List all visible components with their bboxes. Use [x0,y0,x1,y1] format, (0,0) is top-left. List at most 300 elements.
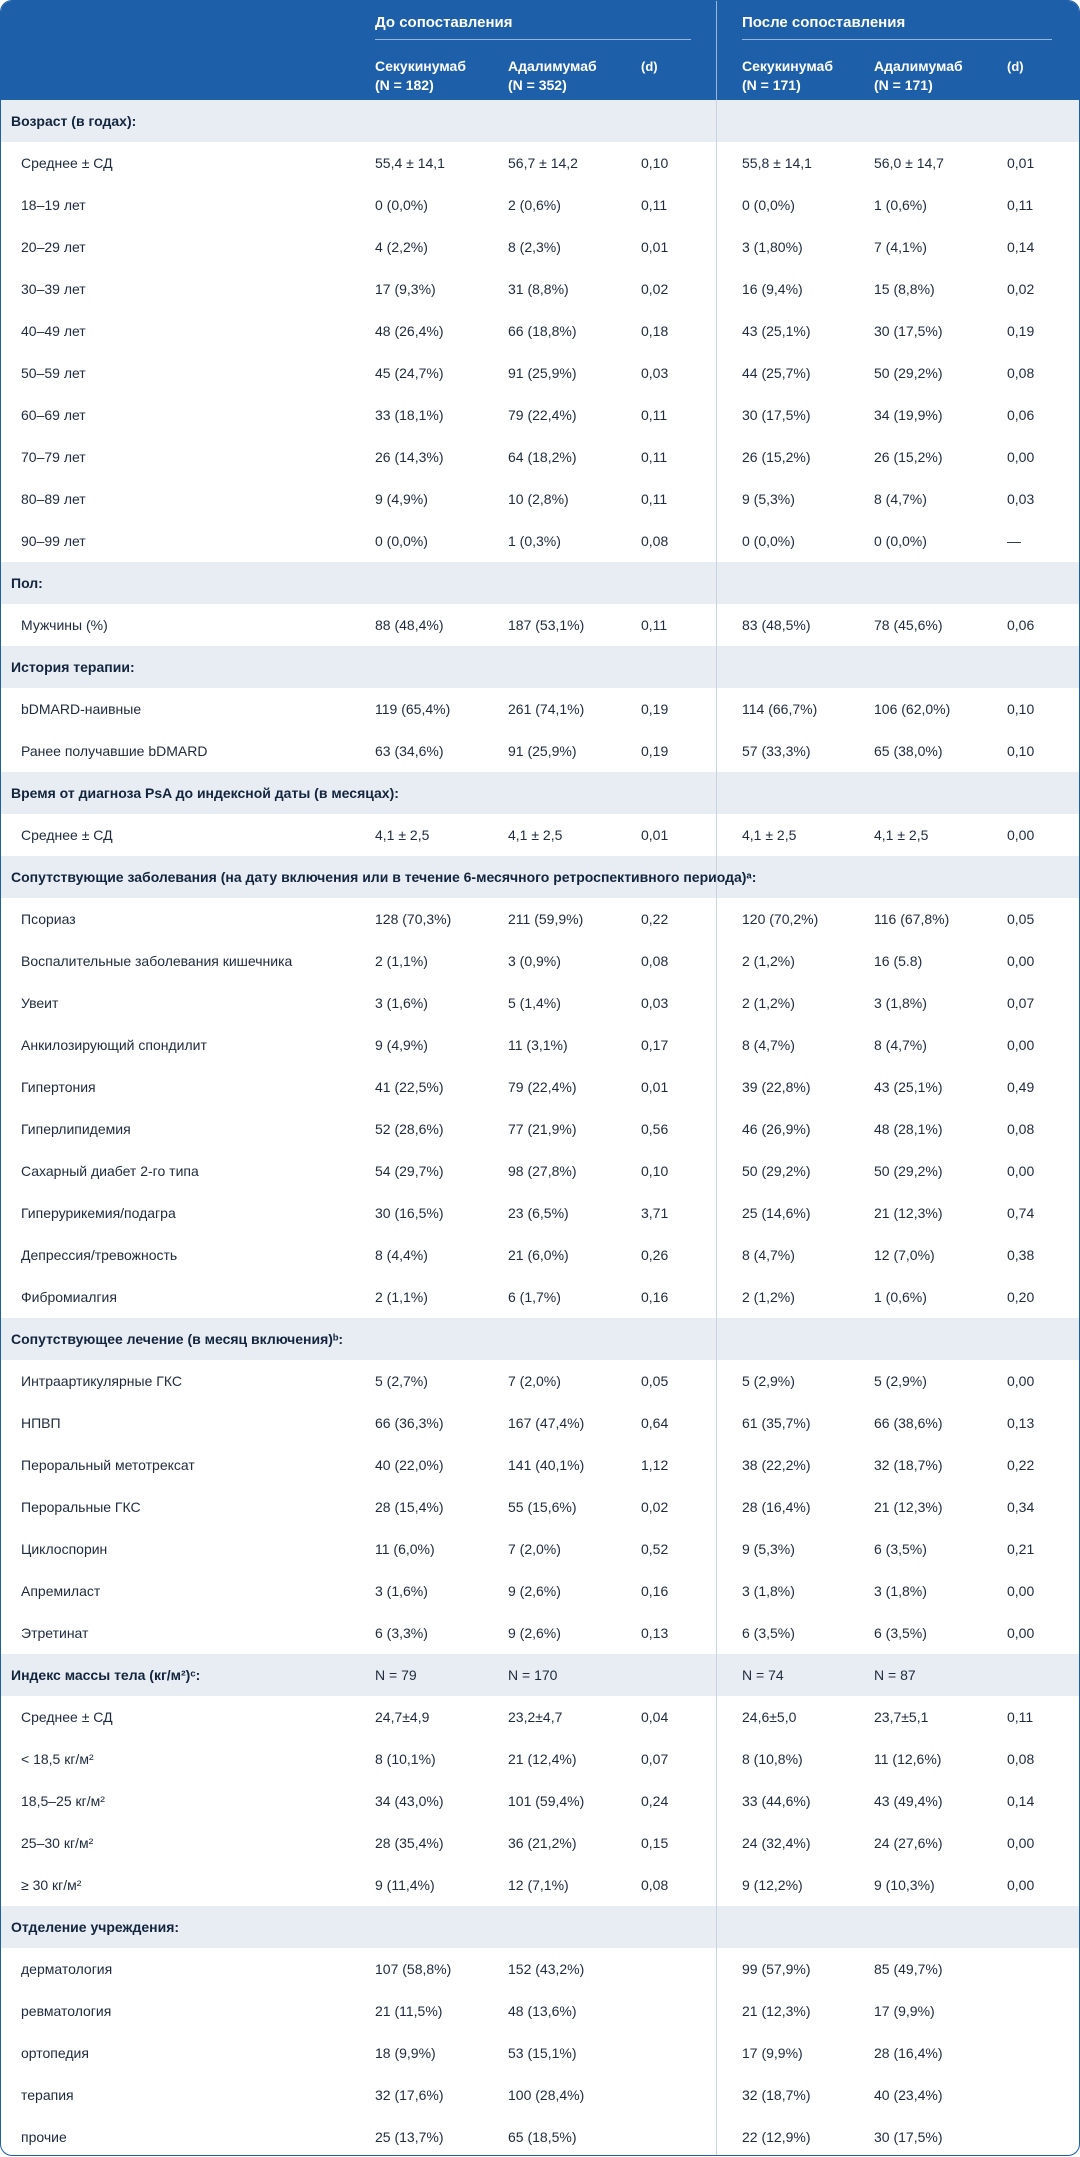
table-cell: 7 (2,0%) [508,1373,561,1389]
section-label: Пол: [11,575,43,591]
table-cell: 66 (36,3%) [375,1415,444,1431]
table-cell: 24,7±4,9 [375,1709,430,1725]
table-row [1,604,1079,646]
table-cell: 0,22 [641,911,669,927]
table-cell: 23,2±4,7 [508,1709,563,1725]
table-cell: 0 (0,0%) [874,533,927,549]
table-cell: 211 (59,9%) [508,911,584,927]
table-cell: 0,18 [641,323,669,339]
table-row [1,478,1079,520]
table-cell: 6 (3,5%) [874,1541,927,1557]
table-cell: 0 (0,0%) [375,533,428,549]
row-label: 90–99 лет [21,533,86,549]
table-cell: 0,19 [641,743,669,759]
table-cell: 61 (35,7%) [742,1415,811,1431]
table-cell: 30 (17,5%) [874,2129,943,2145]
table-cell: 2 (1,2%) [742,953,795,969]
table-cell: 50 (29,2%) [874,1163,943,1179]
column-separator [716,310,717,352]
table-cell: 5 (2,9%) [742,1373,795,1389]
table-cell: 0,02 [1007,281,1035,297]
table-cell: 0,24 [641,1793,669,1809]
table-cell: N = 170 [508,1667,558,1683]
column-separator [716,1234,717,1276]
table-cell: 78 (45,6%) [874,617,943,633]
table-cell: 6 (3,5%) [874,1625,927,1641]
column-header: Адалимумаб (N = 352) [508,58,597,93]
table-cell: 0,07 [1007,995,1035,1011]
table-cell: 0,03 [641,365,669,381]
table-cell: 0,04 [641,1709,669,1725]
table-cell: 88 (48,4%) [375,617,444,633]
table-row [1,2116,1079,2156]
table-cell: 44 (25,7%) [742,365,811,381]
table-cell: — [1007,533,1021,549]
table-cell: 116 (67,8%) [874,911,950,927]
table-cell: 11 (3,1%) [508,1037,568,1053]
table-row [1,898,1079,940]
table-cell: 43 (49,4%) [874,1793,943,1809]
table-cell: 0,10 [1007,701,1035,717]
table-header [1,1,1079,100]
table-row [1,1276,1079,1318]
table-cell: 141 (40,1%) [508,1457,585,1473]
table-cell: 0,49 [1007,1079,1035,1095]
table-cell: 0,02 [641,1499,669,1515]
table-cell: 0,74 [1007,1205,1035,1221]
table-cell: 1 (0,3%) [508,533,561,549]
table-cell: 0,08 [641,953,669,969]
row-label: прочие [21,2129,67,2145]
table-cell: 3,71 [641,1205,669,1221]
table-row [1,1402,1079,1444]
column-separator [716,100,717,142]
table-cell: 54 (29,7%) [375,1163,444,1179]
table-cell: 261 (74,1%) [508,701,585,717]
column-separator [716,1528,717,1570]
table-cell: 167 (47,4%) [508,1415,585,1431]
table-cell: 83 (48,5%) [742,617,811,633]
table-cell: 0,08 [1007,1121,1035,1137]
table-cell: 0,06 [1007,617,1035,633]
column-separator [716,1360,717,1402]
column-header: Адалимумаб (N = 171) [874,58,963,93]
table-cell: 9 (4,9%) [375,491,428,507]
column-separator [716,1276,717,1318]
table-cell: 0,05 [1007,911,1035,927]
table-cell: 65 (38,0%) [874,743,943,759]
table-row [1,1612,1079,1654]
row-label: Этретинат [21,1625,89,1641]
column-separator [716,184,717,226]
table-cell: 12 (7,0%) [874,1247,935,1263]
row-label: Циклоспорин [21,1541,108,1557]
table-row [1,688,1079,730]
table-cell: 66 (18,8%) [508,323,577,339]
table-cell: 0,07 [641,1751,669,1767]
table-cell: 0,13 [1007,1415,1035,1431]
table-cell: 1,12 [641,1457,669,1473]
column-separator [716,1696,717,1738]
row-label: ≥ 30 кг/м² [21,1877,82,1893]
table-cell: 8 (10,1%) [375,1751,436,1767]
table-cell: 32 (18,7%) [874,1457,943,1473]
column-separator [716,1780,717,1822]
column-separator [716,730,717,772]
section-header-row [1,772,1079,814]
column-separator [716,478,717,520]
table-cell: 48 (28,1%) [874,1121,943,1137]
table-cell: 0,05 [641,1373,669,1389]
column-separator [716,1570,717,1612]
row-label: 40–49 лет [21,323,86,339]
table-cell: 0,08 [641,1877,669,1893]
table-cell: 2 (1,2%) [742,995,795,1011]
table-cell: 6 (1,7%) [508,1289,561,1305]
table-row [1,1948,1079,1990]
table-cell: 21 (6,0%) [508,1247,569,1263]
table-cell: 2 (1,1%) [375,953,428,969]
table-cell: 6 (3,5%) [742,1625,795,1641]
table-cell: 57 (33,3%) [742,743,811,759]
column-separator [716,982,717,1024]
table-cell: 0,08 [1007,365,1035,381]
table-cell: 23,7±5,1 [874,1709,929,1725]
table-cell: 33 (18,1%) [375,407,444,423]
table-cell: 17 (9,9%) [874,2003,935,2019]
table-cell: 9 (10,3%) [874,1877,935,1893]
row-label: 20–29 лет [21,239,86,255]
table-cell: 21 (12,3%) [742,2003,811,2019]
table-cell: 16 (5.8) [874,953,923,969]
table-cell: 41 (22,5%) [375,1079,444,1095]
row-label: Среднее ± СД [21,155,113,171]
table-cell: 9 (11,4%) [375,1877,435,1893]
table-cell: 3 (1,8%) [874,995,927,1011]
table-cell: 32 (17,6%) [375,2087,444,2103]
row-label: Среднее ± СД [21,827,113,843]
column-separator [716,814,717,856]
table-cell: 85 (49,7%) [874,1961,943,1977]
table-row [1,310,1079,352]
column-separator [716,268,717,310]
column-separator [716,1990,717,2032]
header-separator [716,1,717,100]
table-cell: 0,52 [641,1541,669,1557]
row-label: Депрессия/тревожность [21,1247,178,1263]
table-cell: 40 (23,4%) [874,2087,943,2103]
table-cell: 101 (59,4%) [508,1793,585,1809]
table-cell: 0 (0,0%) [742,533,795,549]
table-cell: 38 (22,2%) [742,1457,811,1473]
section-header-row [1,562,1079,604]
table-cell: 45 (24,7%) [375,365,444,381]
table-cell: 26 (15,2%) [874,449,943,465]
table-cell: 0,17 [641,1037,669,1053]
table-cell: 21 (11,5%) [375,2003,443,2019]
table-cell: 43 (25,1%) [742,323,811,339]
table-cell: 120 (70,2%) [742,911,819,927]
table-cell: 106 (62,0%) [874,701,951,717]
column-separator [716,2074,717,2116]
table-cell: 63 (34,6%) [375,743,444,759]
table-row [1,1780,1079,1822]
table-cell: 0,14 [1007,1793,1035,1809]
table-cell: 22 (12,9%) [742,2129,811,2145]
table-row [1,1570,1079,1612]
table-cell: 40 (22,0%) [375,1457,444,1473]
table-cell: 187 (53,1%) [508,617,585,633]
table-cell: 1 (0,6%) [874,197,927,213]
table-cell: 46 (26,9%) [742,1121,811,1137]
table-cell: 10 (2,8%) [508,491,569,507]
table-cell: 2 (1,1%) [375,1289,428,1305]
table-row [1,436,1079,478]
table-cell: 65 (18,5%) [508,2129,577,2145]
table-row [1,352,1079,394]
table-cell: 0,08 [1007,1751,1035,1767]
column-separator [716,604,717,646]
table-cell: 0,03 [641,995,669,1011]
column-separator [716,1192,717,1234]
table-cell: 21 (12,3%) [874,1499,943,1515]
table-row [1,1696,1079,1738]
section-label: Сопутствующие заболевания (на дату включения или в течение 6-месячного ретроспективного периода)ᵃ: [11,869,757,885]
table-cell: 17 (9,3%) [375,281,436,297]
column-separator [716,436,717,478]
table-cell: 0,16 [641,1583,669,1599]
table-cell: 0,10 [641,1163,669,1179]
table-row [1,184,1079,226]
table-cell: 100 (28,4%) [508,2087,585,2103]
section-label: Сопутствующее лечение (в месяц включения)ᵇ: [11,1331,344,1347]
table-row [1,1822,1079,1864]
table-cell: 8 (4,7%) [742,1037,795,1053]
section-header-row [1,1318,1079,1360]
row-label: Пероральные ГКС [21,1499,141,1515]
column-header: (d) [1007,59,1024,74]
row-label: дерматология [21,1961,113,1977]
table-cell: 0,21 [1007,1541,1035,1557]
table-cell: 17 (9,9%) [742,2045,803,2061]
table-cell: 39 (22,8%) [742,1079,811,1095]
column-separator [716,1822,717,1864]
column-separator [716,772,717,814]
table-cell: 7 (2,0%) [508,1541,561,1557]
table-row [1,1486,1079,1528]
section-label: Возраст (в годах): [11,113,137,129]
table-cell: 43 (25,1%) [874,1079,943,1095]
table-cell: 0,02 [641,281,669,297]
table-cell: 9 (2,6%) [508,1625,561,1641]
table-cell: 28 (35,4%) [375,1835,444,1851]
table-row [1,1528,1079,1570]
table-cell: 3 (1,8%) [874,1583,927,1599]
table-cell: 21 (12,3%) [874,1205,943,1221]
table-cell: 91 (25,9%) [508,743,577,759]
column-header: Секукинумаб (N = 182) [375,58,466,93]
column-separator [716,1738,717,1780]
table-cell: 0 (0,0%) [375,197,428,213]
table-row [1,142,1079,184]
table-cell: 0 (0,0%) [742,197,795,213]
table-cell: 11 (6,0%) [375,1541,435,1557]
table-cell: 0,56 [641,1121,669,1137]
table-cell: 0,00 [1007,1163,1035,1179]
table-cell: 3 (1,6%) [375,995,428,1011]
column-separator [716,1654,717,1696]
row-label: Апремиласт [21,1583,101,1599]
table-cell: 8 (4,4%) [375,1247,428,1263]
table-cell: 0,19 [1007,323,1035,339]
row-label: Фибромиалгия [21,1289,117,1305]
table-cell: 0,26 [641,1247,669,1263]
table-cell: N = 87 [874,1667,916,1683]
table-cell: 4,1 ± 2,5 [508,827,563,843]
row-label: 80–89 лет [21,491,86,507]
table-row [1,1444,1079,1486]
column-separator [716,142,717,184]
section-label: Отделение учреждения: [11,1919,180,1935]
table-cell: 9 (5,3%) [742,491,795,507]
table-cell: 2 (1,2%) [742,1289,795,1305]
row-label: Гиперурикемия/подагра [21,1205,176,1221]
table-cell: 99 (57,9%) [742,1961,811,1977]
row-label: 25–30 кг/м² [21,1835,94,1851]
table-row [1,1864,1079,1906]
table-cell: 0,08 [641,533,669,549]
table-row [1,1360,1079,1402]
table-cell: 7 (4,1%) [874,239,927,255]
table-cell: 8 (4,7%) [742,1247,795,1263]
table-row [1,1990,1079,2032]
table-cell: 0,10 [1007,743,1035,759]
table-cell: 0,00 [1007,449,1035,465]
header-divider [375,39,691,40]
table-cell: 107 (58,8%) [375,1961,452,1977]
table-cell: 91 (25,9%) [508,365,577,381]
row-label: Интраартикулярные ГКС [21,1373,182,1389]
table-cell: 0,16 [641,1289,669,1305]
table-cell: 1 (0,6%) [874,1289,927,1305]
table-row [1,982,1079,1024]
table-cell: 26 (15,2%) [742,449,811,465]
table-cell: 8 (10,8%) [742,1751,803,1767]
row-label: Анкилозирующий спондилит [21,1037,207,1053]
row-label: Пероральный метотрексат [21,1457,195,1473]
table-cell: 0,22 [1007,1457,1035,1473]
table-cell: 55,8 ± 14,1 [742,155,812,171]
table-row [1,268,1079,310]
column-header: Секукинумаб (N = 171) [742,58,833,93]
table-cell: 5 (2,9%) [874,1373,927,1389]
row-label: Мужчины (%) [21,617,108,633]
table-cell: 64 (18,2%) [508,449,577,465]
table-cell: 0,01 [1007,155,1035,171]
before-matching-title: До сопоставления [375,14,513,31]
table-cell: 128 (70,3%) [375,911,452,927]
table-cell: 3 (0,9%) [508,953,561,969]
table-cell: 53 (15,1%) [508,2045,577,2061]
table-cell: 25 (14,6%) [742,1205,811,1221]
column-separator [716,1444,717,1486]
table-cell: 23 (6,5%) [508,1205,569,1221]
table-cell: 152 (43,2%) [508,1961,585,1977]
column-separator [716,394,717,436]
column-separator [716,1948,717,1990]
table-cell: 0,00 [1007,1835,1035,1851]
table-cell: 32 (18,7%) [742,2087,811,2103]
table-cell: 0,20 [1007,1289,1035,1305]
table-cell: 28 (16,4%) [874,2045,943,2061]
table-row [1,1066,1079,1108]
column-separator [716,1024,717,1066]
after-matching-title: После сопоставления [742,14,906,31]
column-separator [716,352,717,394]
column-separator [716,1402,717,1444]
table-cell: 48 (13,6%) [508,2003,577,2019]
column-separator [716,1906,717,1948]
table-cell: 0,11 [641,491,668,507]
row-label: 70–79 лет [21,449,86,465]
row-label: Гиперлипидемия [21,1121,131,1137]
column-separator [716,1108,717,1150]
table-cell: 9 (5,3%) [742,1541,795,1557]
table-cell: 0,10 [641,155,669,171]
table-cell: 0,15 [641,1835,669,1851]
table-cell: 30 (17,5%) [742,407,811,423]
table-cell: 50 (29,2%) [742,1163,811,1179]
table-cell: 0,00 [1007,1373,1035,1389]
table-row [1,1738,1079,1780]
table-cell: 0,38 [1007,1247,1035,1263]
table-cell: 5 (1,4%) [508,995,561,1011]
table-cell: 0,14 [1007,239,1035,255]
table-row [1,1150,1079,1192]
table-cell: 6 (3,3%) [375,1625,428,1641]
section-header-row [1,1654,1079,1696]
table-cell: 98 (27,8%) [508,1163,577,1179]
column-separator [716,1066,717,1108]
section-label: Время от диагноза PsA до индексной даты (в месяцах): [11,785,399,801]
row-label: 18–19 лет [21,197,86,213]
table-cell: 0,00 [1007,1625,1035,1641]
table-cell: 8 (4,7%) [874,1037,927,1053]
row-label: bDMARD-наивные [21,701,142,717]
table-cell: 79 (22,4%) [508,407,577,423]
table-cell: 0,34 [1007,1499,1035,1515]
table-cell: 34 (19,9%) [874,407,943,423]
column-separator [716,1864,717,1906]
table-cell: 56,0 ± 14,7 [874,155,944,171]
table-cell: 52 (28,6%) [375,1121,444,1137]
table-cell: 8 (2,3%) [508,239,561,255]
section-header-row [1,1906,1079,1948]
table-row [1,1024,1079,1066]
table-cell: N = 74 [742,1667,784,1683]
table-row [1,2074,1079,2116]
table-cell: 79 (22,4%) [508,1079,577,1095]
table-cell: 0,01 [641,827,669,843]
table-row [1,520,1079,562]
column-separator [716,688,717,730]
table-cell: N = 79 [375,1667,417,1683]
row-label: Среднее ± СД [21,1709,113,1725]
column-header: (d) [641,59,658,74]
table-cell: 12 (7,1%) [508,1877,569,1893]
table-cell: 24 (32,4%) [742,1835,811,1851]
column-separator [716,2116,717,2156]
